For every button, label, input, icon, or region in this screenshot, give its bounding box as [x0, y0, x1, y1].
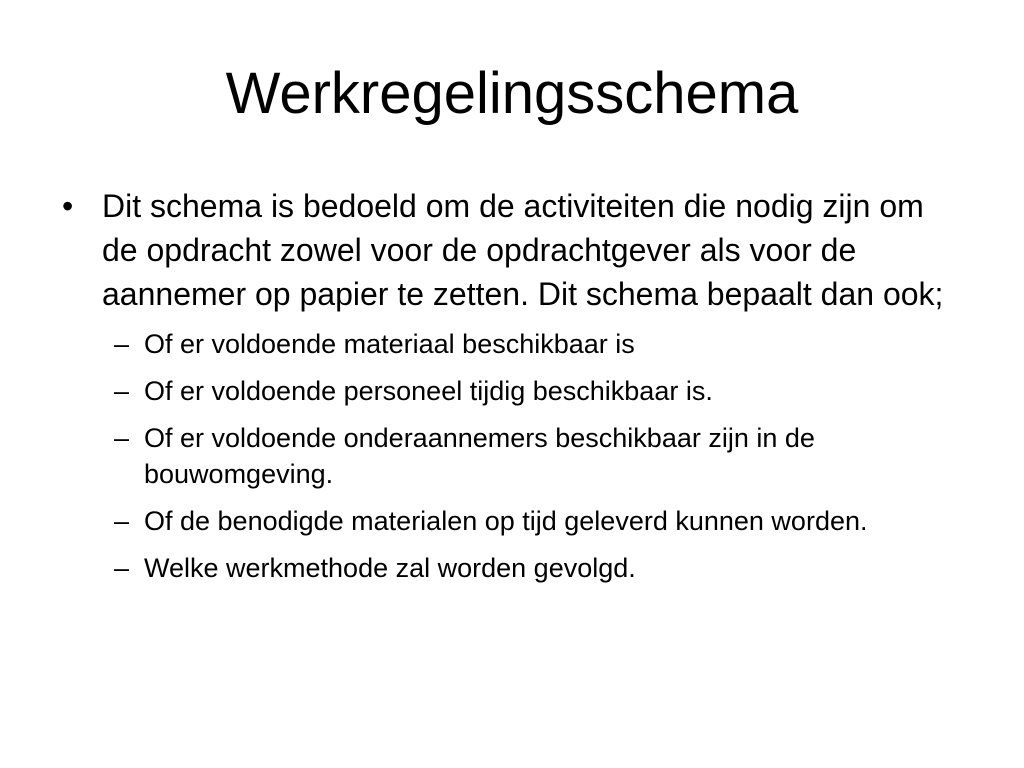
sub-bullet-marker: – — [114, 506, 130, 536]
sub-bullet-item — [60, 550, 960, 586]
sub-bullet-text: Welke werkmethode zal worden gevolgd. — [144, 553, 636, 583]
sub-bullet-text: Of er voldoende materiaal beschikbaar is — [144, 329, 635, 359]
slide-title: Werkregelingsschema — [225, 61, 799, 126]
sub-bullet-text: Of er voldoende personeel tijdig beschikbaar is. — [144, 376, 713, 406]
sub-bullet-marker: – — [114, 553, 130, 583]
sub-bullet-text: Of de benodigde materialen op tijd geleverd kunnen worden. — [144, 506, 868, 536]
bullet-marker: • — [62, 188, 74, 224]
sub-bullet-item — [60, 420, 960, 492]
sub-bullet-marker: – — [114, 376, 130, 406]
sub-bullet-item — [60, 503, 960, 539]
bullet-text: Dit schema is bedoeld om de activiteiten die nodig zijn om de opdracht zowel voor de opdrachtgever als voor de aannemer op papier te zetten. Dit schema bepaalt dan ook; — [102, 188, 944, 312]
sub-bullet-list — [60, 326, 960, 586]
sub-bullet-item — [60, 326, 960, 362]
bullet-item — [60, 184, 960, 316]
sub-bullet-text: Of er voldoende onderaannemers beschikbaar zijn in de bouwomgeving. — [144, 423, 815, 489]
slide-content — [60, 184, 960, 597]
sub-bullet-marker: – — [114, 329, 130, 359]
sub-bullet-item — [60, 373, 960, 409]
sub-bullet-marker: – — [114, 423, 130, 453]
